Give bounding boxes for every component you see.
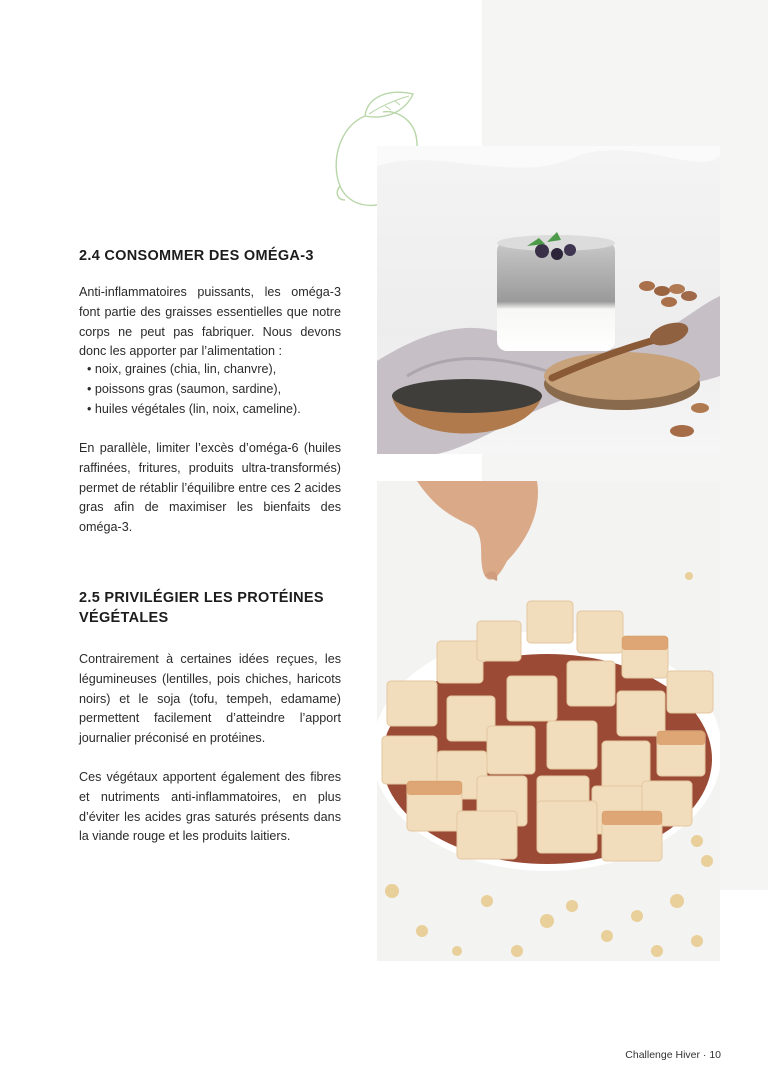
proteins-paragraph-1: Contrairement à certaines idées reçues, les légumineuses (lentilles, pois chiches, haricots noirs) et le soja (tofu, tempeh, edamame) permettent facilement d’atteindre l’apport journalier préconisé en protéines. [79,652,341,746]
chia-pudding-photo [377,146,720,454]
list-item: • huiles végétales (lin, noix, cameline). [87,400,301,420]
tofu-sesame-photo [377,481,720,961]
omega3-sources-list [87,360,301,419]
heading-line: 2.5 PRIVILÉGIER LES PROTÉINES [79,590,324,606]
list-item: • noix, graines (chia, lin, chanvre), [87,360,301,380]
section-heading-omega3: 2.4 CONSOMMER DES OMÉGA-3 [79,248,314,264]
page-footer: Challenge Hiver · 10 [625,1049,721,1061]
omega6-paragraph: En parallèle, limiter l’excès d’oméga-6 (huiles raffinées, fritures, produits ultra-transformés) permet de rétablir l’équilibre entre ces 2 acides gras afin de maximiser les bienfaits des oméga-3. [79,441,341,535]
list-item: • poissons gras (saumon, sardine), [87,380,301,400]
heading-line: VÉGÉTALES [79,610,169,626]
omega3-intro-paragraph: Anti-inflammatoires puissants, les oméga-3 font partie des graisses essentielles que notre corps ne peut pas fabriquer. Nous devons donc les apporter par l’alimentation : [79,285,341,359]
section-heading-proteins [79,588,324,628]
proteins-paragraph-2: Ces végétaux apportent également des fibres et nutriments anti-inflammatoires, en plus d’éviter les acides gras saturés présents dans la viande rouge et les produits laitiers. [79,770,341,844]
